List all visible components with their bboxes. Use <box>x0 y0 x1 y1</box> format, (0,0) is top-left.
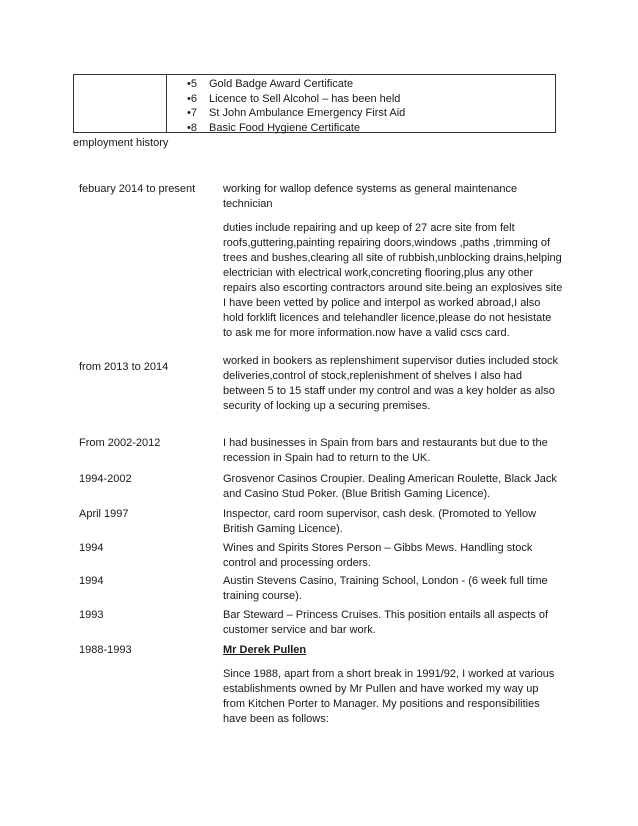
entry-date: 1994 <box>79 575 104 587</box>
entry-paragraph: I had businesses in Spain from bars and restaurants but due to the recession in Spain had to return to the UK. <box>223 437 548 464</box>
qualification-text: Gold Badge Award Certificate <box>209 78 354 90</box>
entry-date: 1994 <box>79 542 104 554</box>
entry-paragraph: Since 1988, apart from a short break in 1991/92, I worked at various establishments owned by Mr Pullen and have worked my way up from Kitchen Porter to Manager. My positions and responsibilities have been as follows: <box>223 668 555 725</box>
entry-paragraph: Grosvenor Casinos Croupier. Dealing American Roulette, Black Jack and Casino Stud Poker. (Blue British Gaming Licence). <box>223 473 557 500</box>
employer-name: Mr Derek Pullen <box>223 644 307 656</box>
qualification-text: Basic Food Hygiene Certificate <box>209 121 361 134</box>
entry-description <box>223 472 563 511</box>
qualification-text: Licence to Sell Alcohol – has been held <box>209 92 401 105</box>
entry-date: 1993 <box>79 609 104 621</box>
qualification-text: St John Ambulance Emergency First Aid <box>209 107 406 119</box>
qualification-number: •7 <box>187 107 197 119</box>
entry-paragraph: Wines and Spirits Stores Person – Gibbs Mews. Handling stock control and processing orders. <box>223 542 533 569</box>
entry-date: 1988-1993 <box>79 644 132 656</box>
qualifications-label-cell <box>74 75 167 132</box>
qualification-item <box>187 106 555 121</box>
entry-description <box>223 354 563 423</box>
qualifications-list <box>167 75 555 132</box>
entry-description <box>223 608 563 647</box>
qualification-number: •5 <box>187 78 197 90</box>
entry-paragraph: Inspector, card room supervisor, cash desk. (Promoted to Yellow British Gaming Licence). <box>223 508 537 535</box>
qualification-item <box>187 77 555 92</box>
entry-date: from 2013 to 2014 <box>79 361 169 373</box>
qualifications-table <box>73 74 556 133</box>
entry-paragraph: working for wallop defence systems as general maintenance technician <box>223 183 518 210</box>
entry-description <box>223 643 563 736</box>
entry-description <box>223 436 563 475</box>
entry-paragraph: Bar Steward – Princess Cruises. This position entails all aspects of customer service and bar work. <box>223 609 549 636</box>
entry-date: From 2002-2012 <box>79 437 161 449</box>
section-title: employment history <box>73 137 169 149</box>
qualification-number: •6 <box>187 92 197 105</box>
entry-date: April 1997 <box>79 508 129 520</box>
entry-date: febuary 2014 to present <box>79 183 196 195</box>
entry-paragraph: worked in bookers as replenshiment supervisor duties included stock deliveries,control of stock,replenishment of shelves I also had between 5 to 15 staff under my control and was a key holder as also security of locking up a securing premises. <box>223 355 559 412</box>
entry-date: 1994-2002 <box>79 473 132 485</box>
qualification-number: •8 <box>187 121 197 134</box>
qualification-item <box>187 92 555 107</box>
entry-paragraph: duties include repairing and up keep of 27 acre site from felt roofs,guttering,painting repairing doors,windows ,paths ,trimming of trees and bushes,clearing all site of rubbish,unblocking drains,helping electrician with electrical work,concreting flooring,plus any other repairs also escorting contractors around site.being an explosives site I have been vetted by police and interpol as worked abroad,I also hold forklift licences and telehandler licence,please do not hesistate to ask me for more information.now have a valid cscs card. <box>223 222 563 339</box>
entry-paragraph: Austin Stevens Casino, Training School, London - (6 week full time training course). <box>223 575 548 602</box>
entry-description <box>223 182 563 350</box>
qualification-item <box>187 121 555 136</box>
